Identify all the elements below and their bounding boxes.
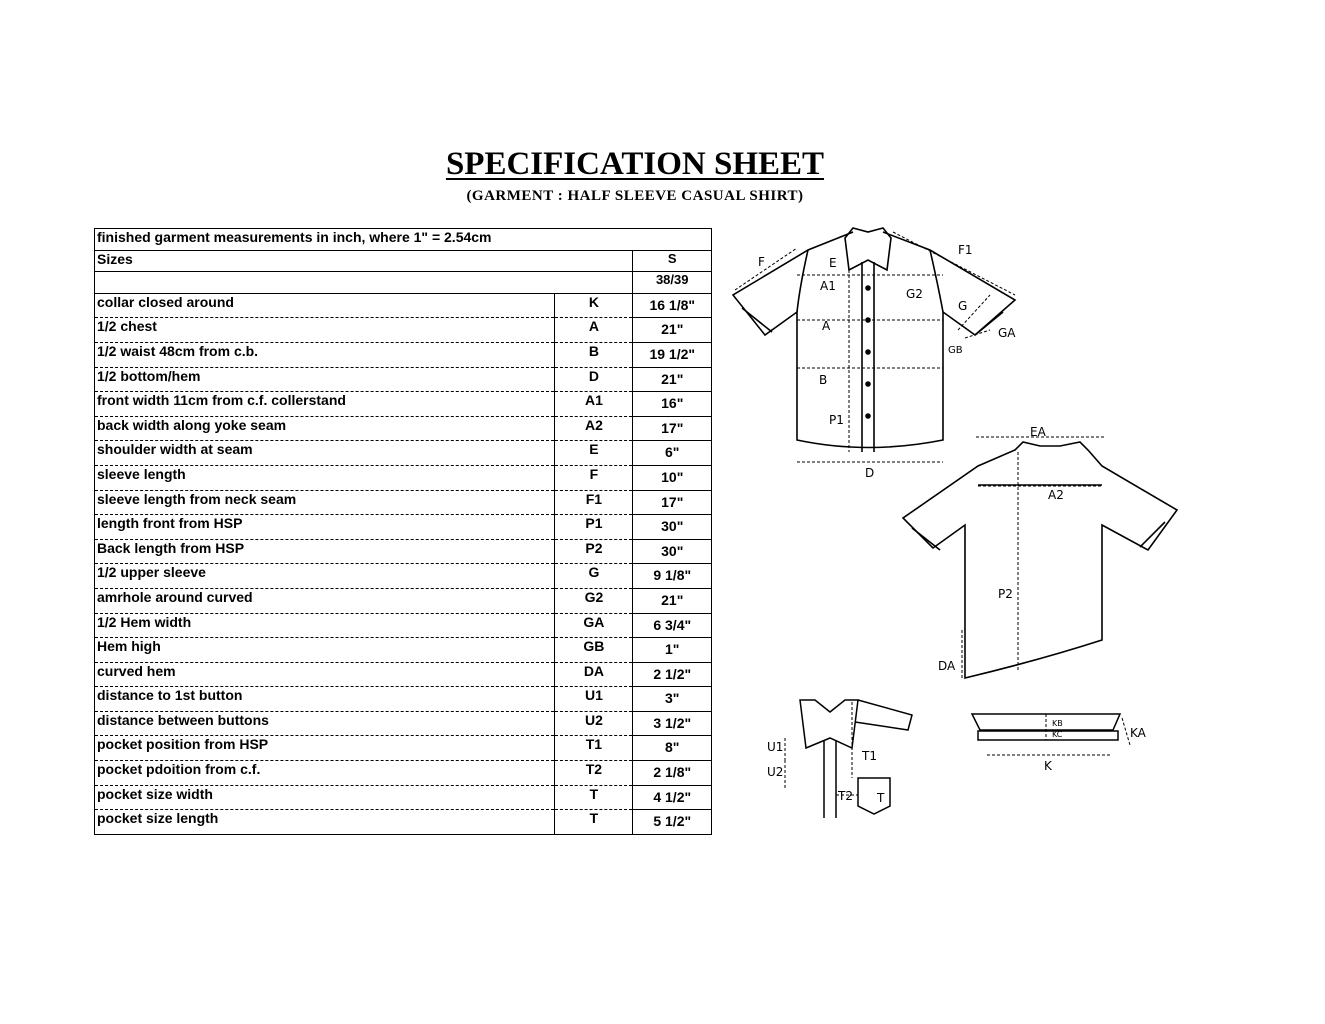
label-ea: EA [1030,425,1046,439]
measurement-code: A [555,318,633,343]
size-name: S [633,250,712,272]
measurement-value: 6" [633,441,712,466]
label-kb: KB [1052,719,1063,728]
label-p1: P1 [829,413,844,427]
measurement-value: 30" [633,539,712,564]
measurement-code: U1 [555,687,633,712]
measurement-label: pocket position from HSP [95,736,555,761]
back-measure-lines [962,437,1106,678]
table-row [95,490,712,515]
label-gb: GB [948,345,963,356]
measurement-value: 21" [633,367,712,392]
table-row [95,687,712,712]
measurement-code: F [555,465,633,490]
label-g2: G2 [906,287,923,301]
measurement-label: Back length from HSP [95,539,555,564]
label-b: B [819,373,828,387]
measurement-value: 3 1/2" [633,711,712,736]
table-caption: finished garment measurements in inch, where 1" = 2.54cm [95,229,712,251]
measurement-label: 1/2 upper sleeve [95,564,555,589]
collar-detail-measure-lines [785,702,858,795]
measurement-code: DA [555,662,633,687]
measurement-code: K [555,293,633,318]
table-row [95,515,712,540]
measurement-value: 8" [633,736,712,761]
table-row [95,564,712,589]
measurement-label: sleeve length from neck seam [95,490,555,515]
table-row [95,465,712,490]
table-row [95,588,712,613]
table-row [95,293,712,318]
measurement-value: 16" [633,392,712,417]
measurement-value: 5 1/2" [633,810,712,835]
table-row [95,810,712,835]
label-p2: P2 [998,587,1013,601]
measurement-label: distance to 1st button [95,687,555,712]
measurement-code: P2 [555,539,633,564]
measurement-code: A1 [555,392,633,417]
table-row [95,392,712,417]
table-row [95,441,712,466]
measurement-code: U2 [555,711,633,736]
measurement-value: 2 1/2" [633,662,712,687]
label-t1: T1 [862,749,877,763]
label-da: DA [938,659,956,673]
table-row [95,785,712,810]
measurement-code: B [555,342,633,367]
back-shirt-drawing [903,442,1177,678]
page-title: SPECIFICATION SHEET [445,146,825,182]
front-shirt-drawing [733,228,1015,452]
label-t2: T2 [838,789,853,803]
collar-band-labels [1044,719,1147,773]
label-a2: A2 [1048,488,1064,502]
measurement-code: GA [555,613,633,638]
table-row [95,318,712,343]
label-kc: KC [1052,730,1063,739]
measurement-value: 9 1/8" [633,564,712,589]
measurement-label: collar closed around [95,293,555,318]
table-row [95,761,712,786]
table-row [95,736,712,761]
measurement-code: A2 [555,416,633,441]
measurement-value: 17" [633,490,712,515]
measurement-value: 16 1/8" [633,293,712,318]
measurement-label: shoulder width at seam [95,441,555,466]
measurement-label: back width along yoke seam [95,416,555,441]
measurement-label: distance between buttons [95,711,555,736]
measurement-code: F1 [555,490,633,515]
measurement-label: pocket pdoition from c.f. [95,761,555,786]
label-a: A [822,319,831,333]
label-k: K [1044,759,1052,773]
label-d: D [865,466,875,480]
sizes-blank [95,272,633,294]
measurement-label: Hem high [95,638,555,663]
measurement-label: 1/2 bottom/hem [95,367,555,392]
measurement-code: P1 [555,515,633,540]
page-subtitle: (GARMENT : HALF SLEEVE CASUAL SHIRT) [466,188,804,204]
measurement-value: 21" [633,318,712,343]
measurement-code: T [555,810,633,835]
table-row [95,416,712,441]
measurement-label: pocket size width [95,785,555,810]
measurement-code: G2 [555,588,633,613]
measurement-value: 17" [633,416,712,441]
measurement-code: T1 [555,736,633,761]
table-row [95,342,712,367]
measurement-value: 2 1/8" [633,761,712,786]
label-g: G [958,299,968,313]
table-row [95,539,712,564]
measurement-label: 1/2 chest [95,318,555,343]
measurement-value: 30" [633,515,712,540]
measurement-value: 4 1/2" [633,785,712,810]
measurement-code: T [555,785,633,810]
measurement-label: length front from HSP [95,515,555,540]
measurement-code: T2 [555,761,633,786]
label-u1: U1 [767,740,784,754]
measurement-label: front width 11cm from c.f. collerstand [95,392,555,417]
collar-detail-drawing [800,700,912,818]
measurement-value: 6 3/4" [633,613,712,638]
label-a1: A1 [820,279,836,293]
size-code: 38/39 [633,272,712,294]
sizes-label: Sizes [95,250,633,272]
table-row [95,662,712,687]
shirt-technical-drawing [720,222,1320,822]
measurement-value: 21" [633,588,712,613]
label-u2: U2 [767,765,784,779]
table-row [95,711,712,736]
measurement-code: D [555,367,633,392]
measurement-code: GB [555,638,633,663]
label-f: F [758,255,765,269]
table-row [95,367,712,392]
back-labels [938,425,1064,673]
measurement-value: 19 1/2" [633,342,712,367]
measurement-table [94,228,712,835]
measurement-code: G [555,564,633,589]
measurement-label: curved hem [95,662,555,687]
front-measure-lines [735,232,1015,462]
label-ka: KA [1130,726,1146,740]
measurement-label: pocket size length [95,810,555,835]
measurement-label: 1/2 Hem width [95,613,555,638]
label-ga: GA [998,326,1016,340]
label-f1: F1 [958,243,973,257]
label-e: E [829,256,837,270]
measurement-label: amrhole around curved [95,588,555,613]
measurement-code: E [555,441,633,466]
measurement-value: 1" [633,638,712,663]
measurement-label: 1/2 waist 48cm from c.b. [95,342,555,367]
measurement-value: 3" [633,687,712,712]
measurement-value: 10" [633,465,712,490]
label-t: T [877,791,885,805]
table-row [95,638,712,663]
measurement-label: sleeve length [95,465,555,490]
table-row [95,613,712,638]
